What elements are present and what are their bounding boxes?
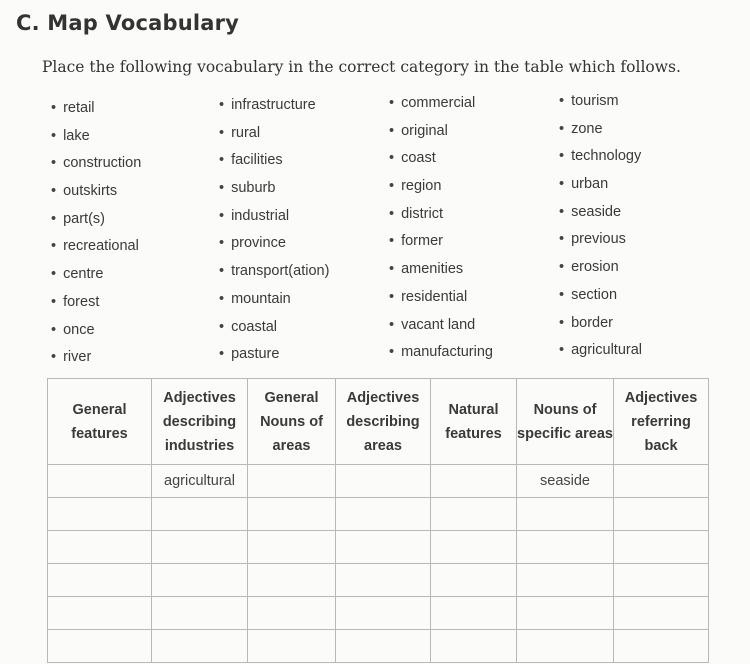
table-row xyxy=(48,564,709,597)
vocab-item: • facilities xyxy=(219,150,329,178)
vocab-column-2 xyxy=(219,95,329,372)
vocab-item: • former xyxy=(389,231,493,259)
vocab-item: • centre xyxy=(51,264,141,292)
table-cell[interactable] xyxy=(336,465,431,498)
vocab-item: • retail xyxy=(51,98,141,126)
vocab-item: • section xyxy=(559,285,642,313)
vocab-item: • lake xyxy=(51,126,141,154)
vocab-item: • border xyxy=(559,313,642,341)
column-header: Natural features xyxy=(431,379,517,465)
column-header: Nouns of specific areas xyxy=(517,379,614,465)
vocab-item: • original xyxy=(389,121,493,149)
category-table xyxy=(47,378,709,663)
vocab-item: • vacant land xyxy=(389,315,493,343)
vocab-item: • tourism xyxy=(559,91,642,119)
column-header: Adjectives describing industries xyxy=(152,379,248,465)
vocab-item: • outskirts xyxy=(51,181,141,209)
vocab-item: • rural xyxy=(219,123,329,151)
table-cell[interactable]: seaside xyxy=(517,465,614,498)
vocab-item: • province xyxy=(219,233,329,261)
table-cell[interactable] xyxy=(431,498,517,531)
table-cell[interactable] xyxy=(336,564,431,597)
table-cell[interactable] xyxy=(48,564,152,597)
vocab-item: • district xyxy=(389,204,493,232)
table-cell[interactable] xyxy=(248,498,336,531)
table-cell[interactable] xyxy=(48,630,152,663)
table-cell[interactable] xyxy=(614,597,709,630)
table-cell[interactable] xyxy=(152,630,248,663)
column-header: Adjectives referring back xyxy=(614,379,709,465)
table-cell[interactable] xyxy=(614,498,709,531)
vocab-item: • technology xyxy=(559,146,642,174)
column-header: General features xyxy=(48,379,152,465)
vocab-item: • industrial xyxy=(219,206,329,234)
table-row xyxy=(48,498,709,531)
vocab-item: • mountain xyxy=(219,289,329,317)
vocab-item: • residential xyxy=(389,287,493,315)
table-cell[interactable] xyxy=(614,531,709,564)
vocab-item: • construction xyxy=(51,153,141,181)
table-cell[interactable] xyxy=(48,498,152,531)
table-cell[interactable] xyxy=(152,597,248,630)
table-row xyxy=(48,531,709,564)
table-cell[interactable] xyxy=(248,630,336,663)
vocab-item: • forest xyxy=(51,292,141,320)
vocab-item: • suburb xyxy=(219,178,329,206)
vocab-item: • coastal xyxy=(219,317,329,345)
table-cell[interactable] xyxy=(48,597,152,630)
table-cell[interactable] xyxy=(248,531,336,564)
table-row xyxy=(48,465,709,498)
table-cell[interactable] xyxy=(517,630,614,663)
column-header: Adjectives describing areas xyxy=(336,379,431,465)
table-cell[interactable] xyxy=(431,630,517,663)
table-cell[interactable] xyxy=(248,597,336,630)
table-cell[interactable] xyxy=(152,564,248,597)
column-header: General Nouns of areas xyxy=(248,379,336,465)
table-row xyxy=(48,630,709,663)
vocab-item: • agricultural xyxy=(559,340,642,368)
table-cell[interactable] xyxy=(248,465,336,498)
table-cell[interactable] xyxy=(336,597,431,630)
table-cell[interactable] xyxy=(431,597,517,630)
vocab-column-1 xyxy=(51,98,141,375)
table-cell[interactable] xyxy=(152,498,248,531)
vocab-item: • amenities xyxy=(389,259,493,287)
table-cell[interactable] xyxy=(431,465,517,498)
table-cell[interactable] xyxy=(336,531,431,564)
vocab-item: • coast xyxy=(389,148,493,176)
section-title: C. Map Vocabulary xyxy=(16,11,240,35)
vocab-item: • once xyxy=(51,320,141,348)
table-cell[interactable] xyxy=(336,630,431,663)
vocab-column-3 xyxy=(389,93,493,370)
table-cell[interactable] xyxy=(614,465,709,498)
table-cell[interactable] xyxy=(336,498,431,531)
table-cell[interactable] xyxy=(517,531,614,564)
instruction-text: Place the following vocabulary in the correct category in the table which follows. xyxy=(42,58,681,76)
vocab-item: • commercial xyxy=(389,93,493,121)
table-cell[interactable] xyxy=(48,465,152,498)
vocab-item: • erosion xyxy=(559,257,642,285)
table-cell[interactable] xyxy=(614,630,709,663)
table-cell[interactable] xyxy=(431,564,517,597)
vocab-item: • river xyxy=(51,347,141,375)
table-cell[interactable] xyxy=(248,564,336,597)
vocab-item: • part(s) xyxy=(51,209,141,237)
vocab-item: • recreational xyxy=(51,236,141,264)
table-cell[interactable] xyxy=(517,498,614,531)
vocab-item: • pasture xyxy=(219,344,329,372)
vocab-item: • seaside xyxy=(559,202,642,230)
vocab-column-4 xyxy=(559,91,642,368)
table-cell[interactable]: agricultural xyxy=(152,465,248,498)
vocab-item: • infrastructure xyxy=(219,95,329,123)
vocab-item: • previous xyxy=(559,229,642,257)
table-cell[interactable] xyxy=(431,531,517,564)
table-cell[interactable] xyxy=(152,531,248,564)
table-header-row xyxy=(48,379,709,465)
vocab-item: • urban xyxy=(559,174,642,202)
vocab-item: • transport(ation) xyxy=(219,261,329,289)
table-row xyxy=(48,597,709,630)
table-cell[interactable] xyxy=(48,531,152,564)
vocab-item: • zone xyxy=(559,119,642,147)
vocab-item: • manufacturing xyxy=(389,342,493,370)
vocab-item: • region xyxy=(389,176,493,204)
table-cell[interactable] xyxy=(614,564,709,597)
table-cell[interactable] xyxy=(517,597,614,630)
table-cell[interactable] xyxy=(517,564,614,597)
